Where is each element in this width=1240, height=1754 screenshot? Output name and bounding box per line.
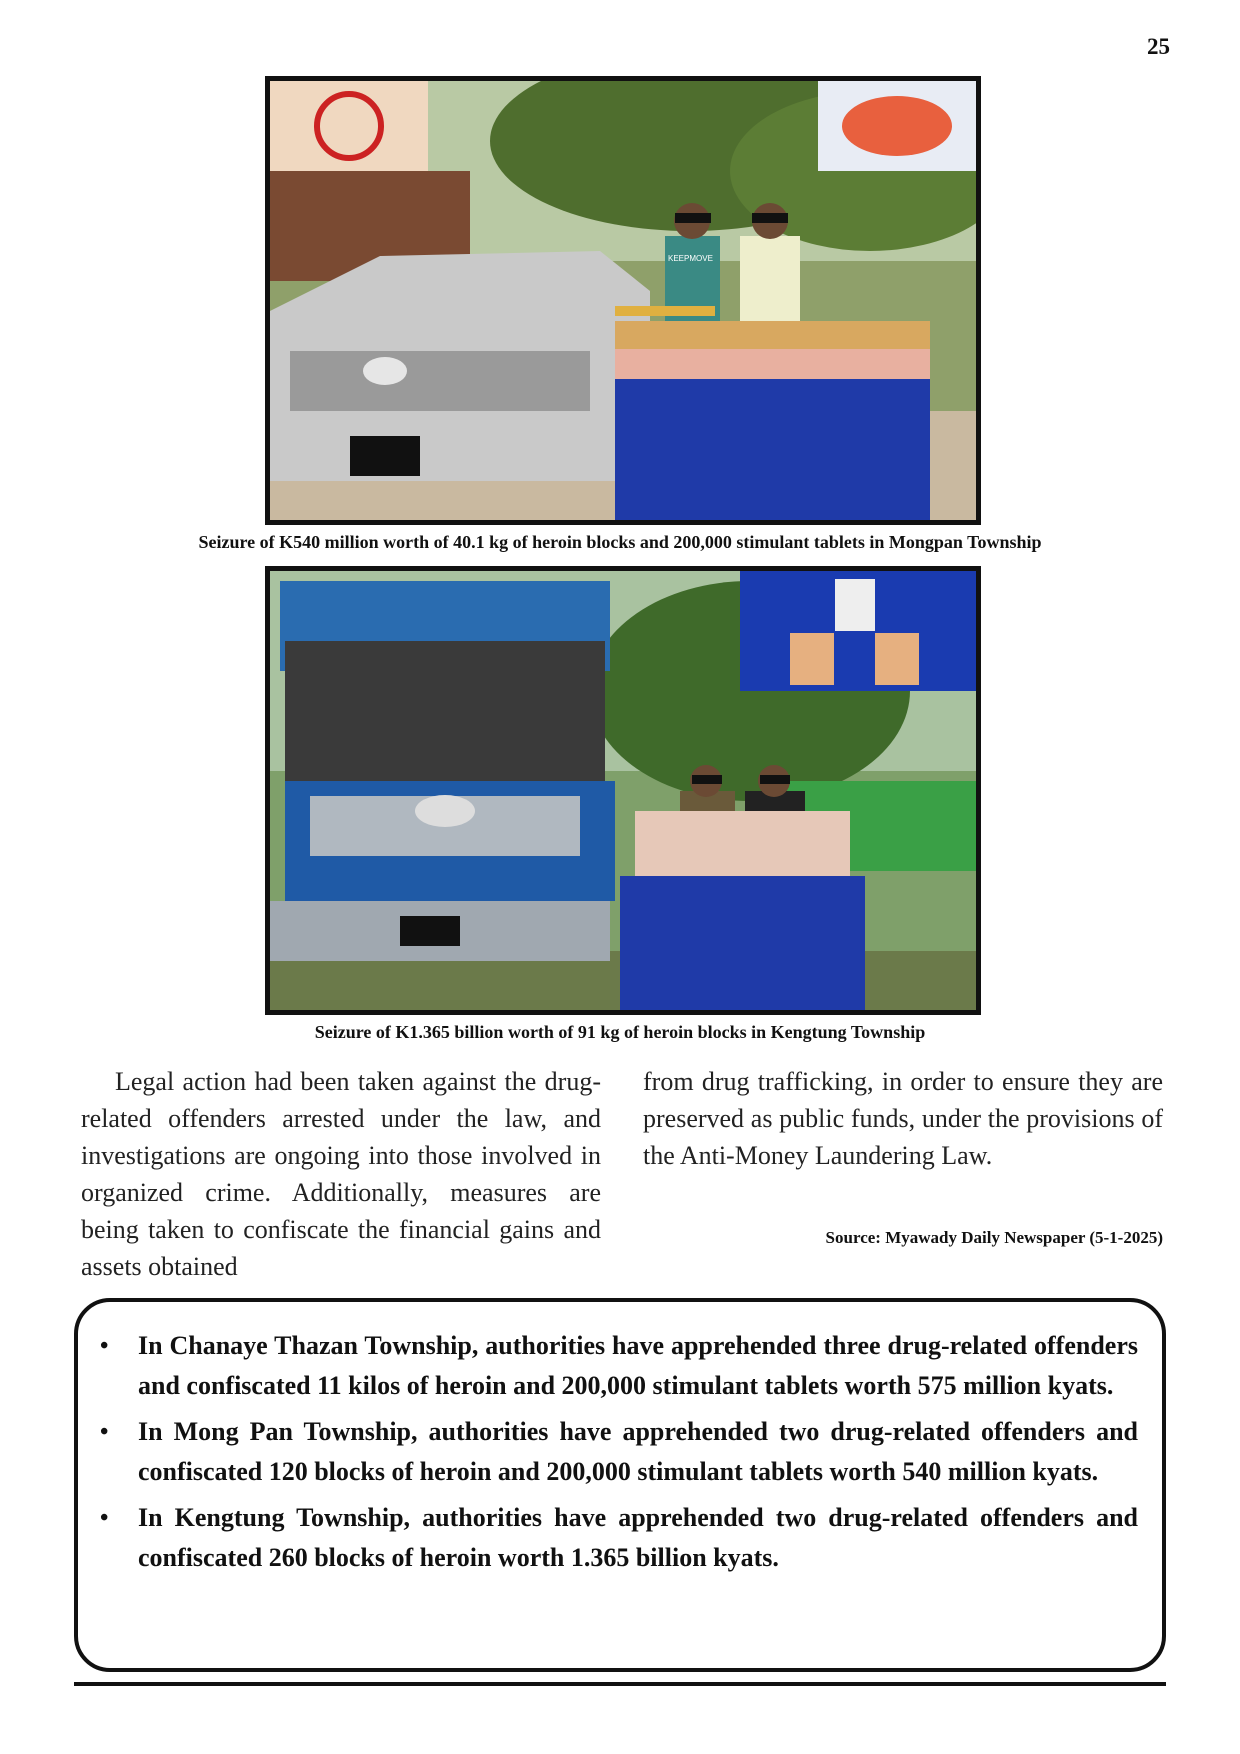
seizure-photo-mongpan-image [270,81,976,520]
bottom-rule [74,1682,1166,1686]
summary-item-mong-pan [100,1412,1138,1492]
article-left-column: Legal action had been taken against the drug-related offenders arrested under the law, and investigations are ongoing into those involved in organized crime. Additionally, measures are being taken to confiscate the financial gains and assets obtained [81,1067,601,1281]
page-number: 25 [1147,34,1170,59]
seizure-photo-kengtung [265,566,981,1015]
seizure-photo-kengtung-image [270,571,976,1010]
article-source: Source: Myawady Daily Newspaper (5-1-2025) [825,1228,1163,1247]
summary-item-kengtung [100,1498,1138,1578]
shirt-print-text: KEEPMOVE [668,254,713,263]
summary-item-text: In Mong Pan Township, authorities have apprehended two drug-related offenders and confiscated 120 blocks of heroin and 200,000 stimulant tablets worth 540 million kyats. [138,1417,1138,1486]
bullet-icon: • [100,1333,109,1359]
summary-list [78,1302,1162,1578]
seizure-photo-mongpan [265,76,981,525]
photo-caption-kengtung: Seizure of K1.365 billion worth of 91 kg of heroin blocks in Kengtung Township [314,1022,926,1042]
summary-item-text: In Kengtung Township, authorities have apprehended two drug-related offenders and confiscated 260 blocks of heroin worth 1.365 billion kyats. [138,1503,1138,1572]
bullet-icon: • [100,1505,109,1531]
bullet-icon: • [100,1419,109,1445]
photo-caption-mongpan: Seizure of K540 million worth of 40.1 kg of heroin blocks and 200,000 stimulant tablets in Mongpan Township [198,532,1042,552]
summary-item-text: In Chanaye Thazan Township, authorities have apprehended three drug-related offenders and confiscated 11 kilos of heroin and 200,000 stimulant tablets worth 575 million kyats. [138,1331,1138,1400]
summary-box [74,1298,1166,1672]
article-right-column: from drug trafficking, in order to ensure they are preserved as public funds, under the provisions of the Anti-Money Laundering Law. [643,1067,1163,1170]
summary-item-chanaye-thazan [100,1326,1138,1406]
